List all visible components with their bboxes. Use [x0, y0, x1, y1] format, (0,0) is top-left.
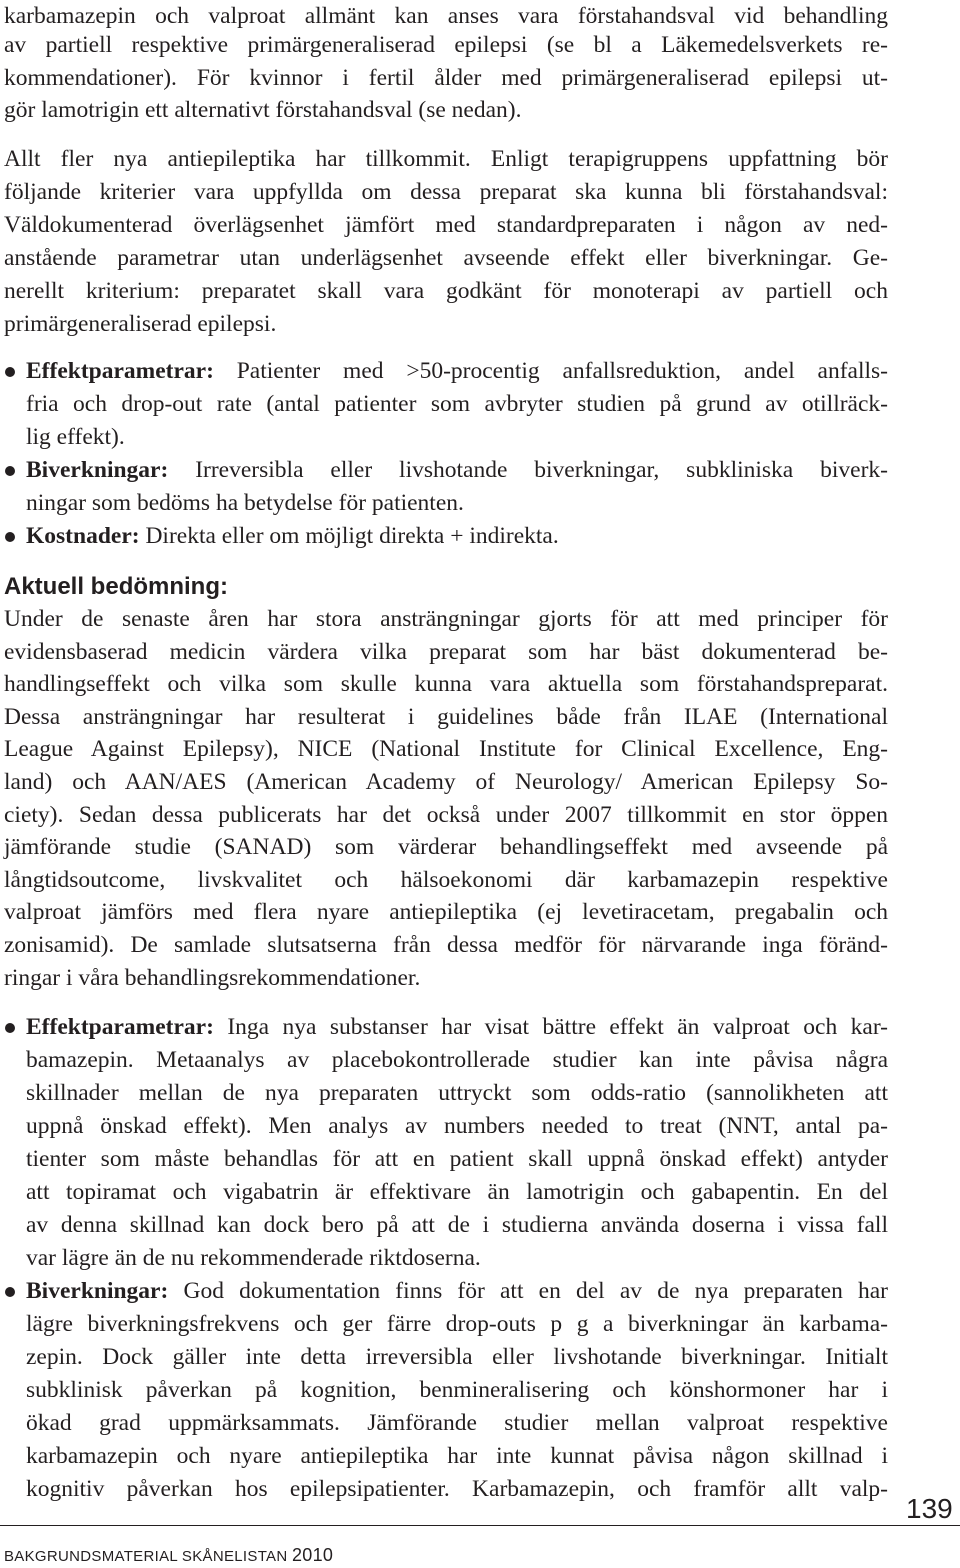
bullet-dot: [5, 1023, 15, 1033]
assessment-line: ringar i våra behandlingsrekommendationer.: [4, 964, 421, 991]
assessment-line: Under de senaste åren har stora ansträngningar gjorts för att med principer för: [4, 606, 888, 632]
bullet-text: Inga nya substanser har visat bättre effekt än valproat och kar-: [213, 1014, 888, 1040]
bullet-line: lägre biverkningsfrekvens och ger färre drop-outs p g a biverkningar än karbama-: [26, 1311, 888, 1337]
bullet-line: var lägre än de nu rekommenderade riktdoserna.: [26, 1245, 481, 1271]
criteria-line: Väldokumenterad överlägsenhet jämfört med standardpreparaten i någon av ned-: [4, 212, 888, 238]
page-number: 139: [906, 1493, 953, 1524]
bullet-line: [26, 1011, 888, 1044]
bullet-dot: [5, 1287, 15, 1297]
footer: [4, 1545, 333, 1567]
criteria-line: följande kriterier vara uppfyllda om dessa preparat ska kunna bli förstahandsval:: [4, 179, 888, 205]
bullet-line: att topiramat och vigabatrin är effektivare än lamotrigin och gabapentin. En del: [26, 1179, 888, 1205]
assessment-line: land) och AAN/AES (American Academy of Neurology/ American Epilepsy So-: [4, 769, 888, 795]
bullet-line: av denna skillnad kan dock bero på att de i studierna använda doserna i vissa fall: [26, 1212, 888, 1238]
assessment-line: League Against Epilepsy), NICE (National Institute for Clinical Excellence, Eng-: [4, 736, 888, 763]
bullet-line: [26, 520, 888, 553]
assessment-line: valproat jämförs med flera nyare antiepileptika (ej levetiracetam, pregabalin och: [4, 899, 888, 926]
bullet-line: kognitiv påverkan hos epilepsipatienter. Karbamazepin, och framför allt valp-: [26, 1476, 888, 1502]
bullet-line: subklinisk påverkan på kognition, benmineralisering och könshormoner har i: [26, 1377, 888, 1403]
bullet-text: Irreversibla eller livshotande biverkningar, subkliniska biverk-: [168, 457, 888, 483]
bullet-line: uppnå önskad effekt). Men analys av numbers needed to treat (NNT, antal pa-: [26, 1113, 888, 1139]
criteria-line: anstående parametrar utan underlägsenhet avseende effekt eller biverkningar. Ge-: [4, 245, 888, 271]
section-heading: Aktuell bedömning:: [4, 573, 228, 600]
assessment-line: långtidsoutcome, livskvalitet och hälsoekonomi där karbamazepin respektive: [4, 866, 888, 893]
bullet-line: lig effekt).: [26, 424, 125, 450]
bullet-line: skillnader mellan de nya preparaten uttryckt som odds-ratio (sannolikheten att: [26, 1080, 888, 1106]
bullet-label: Biverkningar:: [26, 1278, 169, 1304]
bullet-label: Effektparametrar:: [26, 358, 214, 384]
assessment-line: zonisamid). De samlade slutsatserna från dessa medför för närvarande inga föränd-: [4, 932, 888, 958]
footer-rule: [0, 1525, 960, 1526]
bullet-line: ökad grad uppmärksammats. Jämförande studier mellan valproat respektive: [26, 1410, 888, 1436]
bullet-line: [26, 1275, 888, 1308]
assessment-line: handlingseffekt och vilka som skulle kunna vara aktuella som förstahandspreparat.: [4, 671, 888, 698]
bullet-dot: [5, 367, 15, 377]
bullet-text: God dokumentation finns för att en del av de nya preparaten har: [168, 1278, 888, 1304]
bullet-line: [26, 454, 888, 487]
bullet-text: Patienter med >50-procentig anfallsreduktion, andel anfalls-: [213, 358, 888, 384]
assessment-line: ciety). Sedan dessa publicerats har det också under 2007 tillkommit en stor öppen: [4, 801, 888, 828]
bullet-line: tienter som måste behandlas för att en patient skall uppnå önskad effekt) antyder: [26, 1146, 888, 1172]
bullet-line: [26, 355, 888, 388]
assessment-line: evidensbaserad medicin värdera vilka preparat som har bäst dokumenterad be-: [4, 638, 888, 665]
footer-year: 2010: [291, 1545, 334, 1565]
criteria-line: nerellt kriterium: preparatet skall vara godkänt för monoterapi av partiell och: [4, 278, 888, 304]
bullet-dot: [5, 466, 15, 476]
criteria-line: primärgeneraliserad epilepsi.: [4, 311, 277, 337]
intro-line: av partiell respektive primärgeneraliserad epilepsi (se bl a Läkemedelsverkets re-: [4, 32, 888, 58]
footer-text: BAKGRUNDSMATERIAL SKÅNELISTAN: [4, 1548, 288, 1565]
assessment-line: jämförande studie (SANAD) som värderar behandlingseffekt med avseende på: [4, 834, 888, 861]
bullet-line: ningar som bedöms ha betydelse för patienten.: [26, 490, 464, 516]
bullet-line: zepin. Dock gäller inte detta irreversibla eller livshotande biverkningar. Initialt: [26, 1344, 888, 1370]
bullet-text: Direkta eller om möjligt direkta + indirekta.: [139, 523, 559, 549]
bullet-line: karbamazepin och nyare antiepileptika har inte kunnat påvisa någon skillnad i: [26, 1443, 888, 1469]
intro-line: gör lamotrigin ett alternativt förstahandsval (se nedan).: [4, 97, 522, 123]
intro-line: karbamazepin och valproat allmänt kan anses vara förstahandsval vid behandling: [4, 3, 888, 29]
criteria-line: Allt fler nya antiepileptika har tillkommit. Enligt terapigruppens uppfattning bör: [4, 146, 888, 172]
assessment-line: Dessa ansträngningar har resulterat i guidelines både från ILAE (International: [4, 703, 888, 730]
bullet-label: Biverkningar:: [26, 457, 169, 483]
bullet-label: Effektparametrar:: [26, 1014, 214, 1040]
bullet-line: bamazepin. Metaanalys av placebokontrollerade studier kan inte påvisa några: [26, 1047, 888, 1073]
bullet-dot: [5, 532, 15, 542]
intro-line: kommendationer). För kvinnor i fertil ålder med primärgeneraliserad epilepsi ut-: [4, 65, 888, 91]
bullet-line: fria och drop-out rate (antal patienter som avbryter studien på grund av otillräck-: [26, 391, 888, 417]
bullet-label: Kostnader:: [26, 523, 140, 549]
